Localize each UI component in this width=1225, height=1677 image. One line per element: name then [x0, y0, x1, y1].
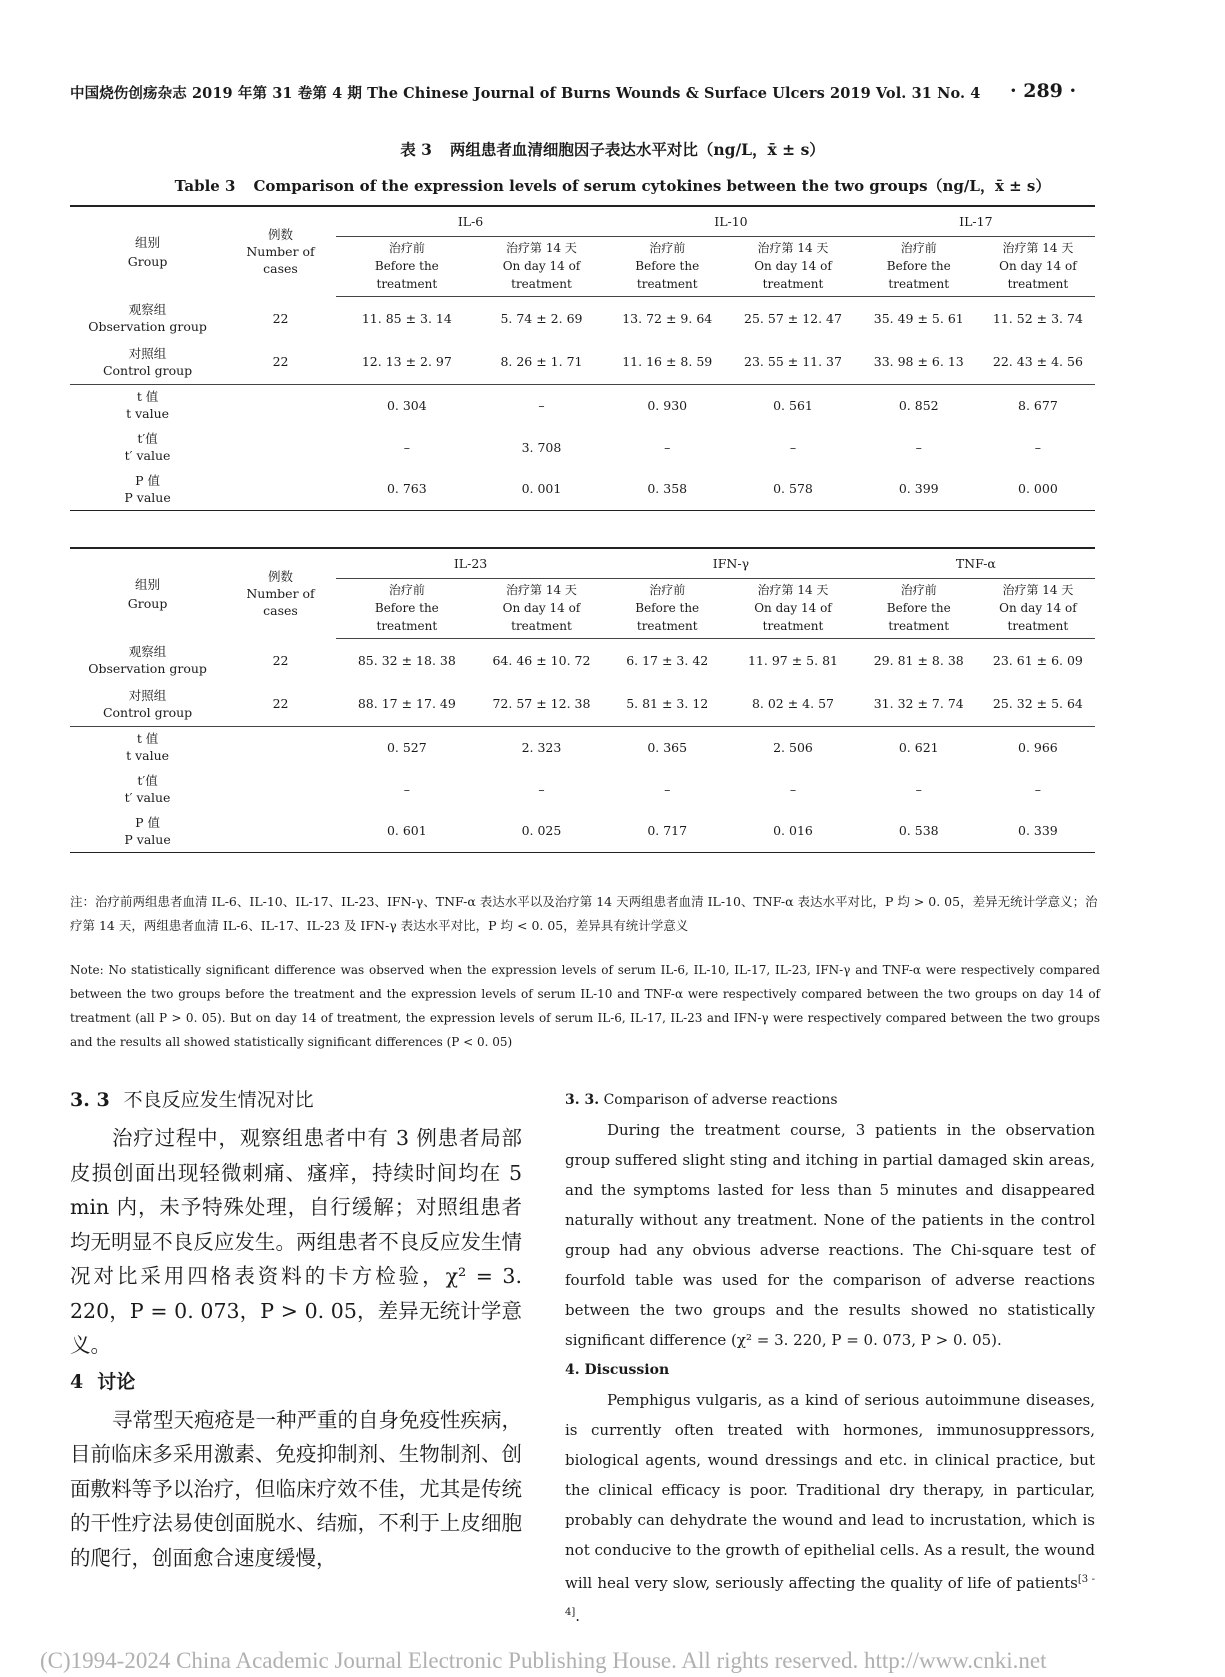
table-note-en: Note: No statistically significant difference was observed when the expression levels of serum IL-6, IL-10, IL-17, IL-23, IFN-γ and TNF-α were respectively compared between the two groups before the treatment and the expression levels of serum IL-10 and TNF-α were respectively compared between the two groups on day 14 of treatment (all P > 0. 05). But on day 14 of treatment, the expression levels of serum IL-6, IL-17, IL-23 and IFN-γ were respectively compared between the two groups and the results all showed statistically significant differences (P < 0. 05)	[70, 963, 1100, 1049]
before-header: 治疗前 Before the treatment	[605, 236, 729, 296]
table-row: t 值 t value 0. 527 2. 323 0. 365 2. 506 0. 621 0. 966	[126, 731, 1058, 764]
citation: [3 - 4]	[565, 1574, 1095, 1618]
day14-header: 治疗第 14 天 On day 14 of treatment	[981, 578, 1095, 638]
table-caption-en	[0, 175, 1225, 196]
before-header: 治疗前 Before the treatment	[336, 236, 478, 296]
marker-header: IL-17	[857, 206, 1095, 236]
table-row: 观察组 Observation group 22 11. 85 ± 3. 14 5. 74 ± 2. 69 13. 72 ± 9. 64 25. 57 ± 12. 47 35. 49 ± 5. 61 11. 52 ± 3. 74	[88, 302, 1083, 334]
day14-header: 治疗第 14 天 On day 14 of treatment	[478, 236, 605, 296]
cases-header: 例数 Number of cases	[246, 569, 315, 618]
table-note-cn: 注：治疗前两组患者血清 IL-6、IL-10、IL-17、IL-23、IFN-γ、TNF-α 表达水平以及治疗第 14 天两组患者血清 IL-10、TNF-α 表达水平对比，P 均 > 0. 05，差异无统计学意义；治疗第 14 天，两组患者血清 IL-6、IL-17、IL-23 及 IFN-γ 表达水平对比，P 均 < 0. 05，差异具有统计学意义	[70, 894, 1098, 933]
marker-header: IL-23	[336, 548, 605, 578]
marker-header: TNF-α	[857, 548, 1095, 578]
before-header: 治疗前 Before the treatment	[605, 578, 729, 638]
section-heading: 4. Discussion	[565, 1362, 670, 1378]
table-row: 对照组 Control group 22 88. 17 ± 17. 49 72. 57 ± 12. 38 5. 81 ± 3. 12 8. 02 ± 4. 57 31. 32 ± 7. 74 25. 32 ± 5. 64	[70, 682, 1095, 726]
table-row: t′值 t′ value – 3. 708 – – – –	[124, 431, 1042, 463]
table-row: t 值 t value 0. 304 – 0. 930 0. 561 0. 852 8. 677	[126, 389, 1058, 422]
table-row: t′值 t′ value – – – – – –	[124, 773, 1042, 805]
day14-header: 治疗第 14 天 On day 14 of treatment	[729, 578, 856, 638]
cytokine-table-block-2	[70, 547, 1095, 853]
table-row: P 值 P value 0. 601 0. 025 0. 717 0. 016 0. 538 0. 339	[70, 810, 1095, 852]
marker-header: IL-6	[336, 206, 605, 236]
before-header: 治疗前 Before the treatment	[857, 236, 981, 296]
group-header: 组别 Group	[127, 234, 168, 269]
marker-header: IL-10	[605, 206, 857, 236]
table-caption-cn	[0, 138, 1225, 160]
day14-header: 治疗第 14 天 On day 14 of treatment	[981, 236, 1095, 296]
day14-header: 治疗第 14 天 On day 14 of treatment	[478, 578, 605, 638]
body-column-en	[565, 1085, 1095, 1631]
body-column-cn	[70, 1085, 522, 1575]
day14-header: 治疗第 14 天 On day 14 of treatment	[729, 236, 856, 296]
cases-header: 例数 Number of cases	[246, 227, 315, 276]
section-heading: 3. 3. Comparison of adverse reactions	[565, 1092, 838, 1108]
table-row: 对照组 Control group 22 12. 13 ± 2. 97 8. 26 ± 1. 71 11. 16 ± 8. 59 23. 55 ± 11. 37 33. 98 ± 6. 13 22. 43 ± 4. 56	[70, 340, 1095, 384]
cytokine-table-block-1	[70, 205, 1095, 511]
table-row: 观察组 Observation group 22 85. 32 ± 18. 38 64. 46 ± 10. 72 6. 17 ± 3. 42 11. 97 ± 5. 81 29. 81 ± 8. 38 23. 61 ± 6. 09	[88, 644, 1083, 676]
before-header: 治疗前 Before the treatment	[336, 578, 478, 638]
table-number-cn: 表 3	[400, 140, 432, 159]
table-row: P 值 P value 0. 763 0. 001 0. 358 0. 578 0. 399 0. 000	[70, 468, 1095, 510]
page-number: · 289 ·	[1010, 80, 1077, 102]
paragraph: During the treatment course, 3 patients in the observation group suffered slight sting and itching in partial damaged skin areas, and the symptoms lasted for less than 5 minutes and disappeared naturally without any treatment. None of the patients in the control group had any obvious adverse reactions. The Chi-square test of fourfold table was used for the comparison of adverse reactions between the two groups and the results showed no statistically significant difference (χ² = 3. 220, P = 0. 073, P > 0. 05).	[565, 1121, 1095, 1349]
before-header: 治疗前 Before the treatment	[857, 578, 981, 638]
paragraph: Pemphigus vulgaris, as a kind of serious autoimmune diseases, is currently often treated with hormones, immunosuppressors, biological agents, wound dressings and etc. in clinical practice, but the clinical efficacy is poor. Traditional dry therapy, in particular, probably can dehydrate the wound and lead to incrustation, which is not conducive to the growth of epithelial cells. As a result, the wound will heal very slow, seriously affecting the quality of life of patients[3 - 4].	[565, 1391, 1095, 1625]
table-number-en: Table 3	[174, 177, 236, 195]
section-heading: 3. 3 不良反应发生情况对比	[70, 1089, 314, 1111]
table-title-cn: 两组患者血清细胞因子表达水平对比（ng/L，x̄ ± s）	[449, 140, 825, 159]
paragraph: 寻常型天疱疮是一种严重的自身免疫性疾病，目前临床多采用激素、免疫抑制剂、生物制剂、创面敷料等予以治疗，但临床疗效不佳，尤其是传统的干性疗法易使创面脱水、结痂，不利于上皮细胞的爬行，创面愈合速度缓慢，	[70, 1407, 522, 1570]
copyright-watermark: (C)1994-2024 China Academic Journal Electronic Publishing House. All rights reserved. http://www.cnki.net	[40, 1648, 1047, 1673]
table-title-en: Comparison of the expression levels of serum cytokines between the two groups（ng/L，x̄ ± s）	[253, 177, 1051, 195]
running-header: 中国烧伤创疡杂志 2019 年第 31 卷第 4 期 The Chinese Journal of Burns Wounds & Surface Ulcers 2019 Vol. 31 No. 4	[70, 85, 981, 102]
section-heading: 4 讨论	[70, 1370, 136, 1393]
marker-header: IFN-γ	[605, 548, 857, 578]
paragraph: 治疗过程中，观察组患者中有 3 例患者局部皮损创面出现轻微刺痛、瘙痒，持续时间均在 5 min 内，未予特殊处理，自行缓解；对照组患者均无明显不良反应发生。两组患者不良反应发生情况对比采用四格表资料的卡方检验，χ² = 3. 220，P = 0. 073，P > 0. 05，差异无统计学意义。	[70, 1126, 522, 1357]
group-header: 组别 Group	[127, 576, 168, 611]
